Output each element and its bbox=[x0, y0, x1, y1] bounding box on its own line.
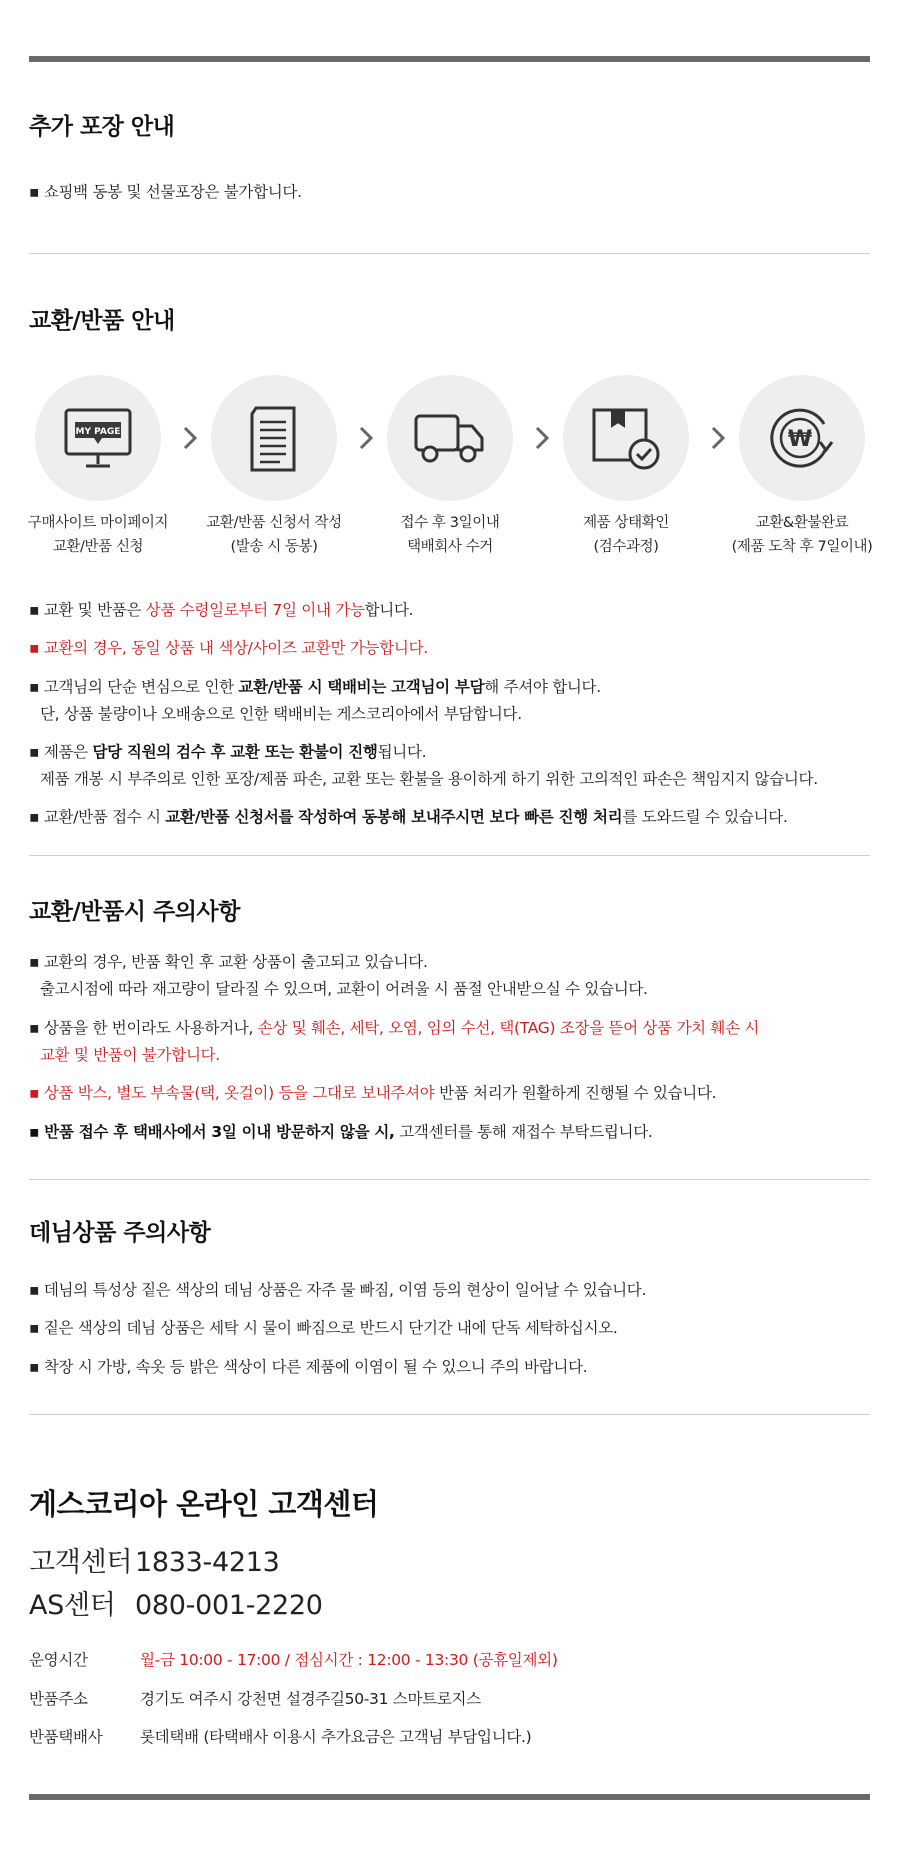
step-1-line1: 구매사이트 마이페이지 bbox=[27, 515, 169, 531]
step-1-line2: 교환/반품 신청 bbox=[52, 539, 144, 555]
as-center-phone[interactable]: 080-001-2220 bbox=[135, 1590, 323, 1621]
caution-note-1: ▪ 교환의 경우, 반품 확인 후 교환 상품이 출고되고 있습니다. bbox=[29, 953, 428, 971]
exchange-note-5: ▪ 교환/반품 접수 시 교환/반품 신청서를 작성하여 동봉해 보내주시면 보다 빠른 진행 처리를 도와드릴 수 있습니다. bbox=[29, 808, 788, 826]
section-divider bbox=[29, 253, 870, 254]
caution-note-3: ▪ 상품 박스, 별도 부속물(택, 옷걸이) 등을 그대로 보내주셔야 반품 처리가 원활하게 진행될 수 있습니다. bbox=[29, 1084, 717, 1102]
exchange-note-3-detail: 단, 상품 불량이나 오배송으로 인한 택배비는 게스코리아에서 부담합니다. bbox=[40, 705, 522, 723]
return-courier-value: 롯데택배 (타택배사 이용시 추가요금은 고객님 부담입니다.) bbox=[140, 1728, 532, 1746]
step-circle bbox=[211, 375, 337, 501]
as-center-phone-row bbox=[29, 1583, 323, 1622]
won-refund-icon bbox=[764, 400, 840, 476]
caution-note-1-detail: 출고시점에 따라 재고량이 달라질 수 있으며, 교환이 어려울 시 품절 안내받으실 수 있습니다. bbox=[40, 980, 648, 998]
caution-title: 교환/반품시 주의사항 bbox=[29, 899, 240, 925]
return-address-value: 경기도 여주시 강천면 설경주길50-31 스마트로지스 bbox=[140, 1690, 481, 1708]
process-step-4 bbox=[541, 375, 711, 559]
exchange-note-4: ▪ 제품은 담당 직원의 검수 후 교환 또는 환불이 진행됩니다. bbox=[29, 743, 427, 761]
step-4-line2: (검수과정) bbox=[593, 539, 659, 555]
customer-center-phone-row bbox=[29, 1540, 279, 1579]
svg-text:₩: ₩ bbox=[787, 427, 813, 452]
exchange-note-3: ▪ 고객님의 단순 변심으로 인한 교환/반품 시 택배비는 고객님이 부담해 주셔야 합니다. bbox=[29, 678, 601, 696]
exchange-note-4-detail: 제품 개봉 시 부주의로 인한 포장/제품 파손, 교환 또는 환불을 용이하게 하기 위한 고의적인 파손은 책임지지 않습니다. bbox=[40, 770, 818, 788]
denim-note-1: ▪ 데님의 특성상 짙은 색상의 데님 상품은 자주 물 빠짐, 이염 등의 현상이 일어날 수 있습니다. bbox=[29, 1281, 647, 1299]
as-center-label: AS센터 bbox=[29, 1590, 116, 1621]
denim-title: 데님상품 주의사항 bbox=[29, 1220, 211, 1246]
exchange-title: 교환/반품 안내 bbox=[29, 308, 175, 334]
process-step-3 bbox=[365, 375, 535, 559]
step-2-line2: (발송 시 동봉) bbox=[230, 539, 318, 555]
exchange-note-1: ▪ 교환 및 반품은 상품 수령일로부터 7일 이내 가능합니다. bbox=[29, 601, 414, 619]
customer-center-title: 게스코리아 온라인 고객센터 bbox=[29, 1487, 379, 1521]
step-circle bbox=[739, 375, 865, 501]
step-2-line1: 교환/반품 신청서 작성 bbox=[206, 515, 342, 531]
step-circle bbox=[35, 375, 161, 501]
box-check-icon bbox=[588, 400, 664, 476]
step-5-line1: 교환&환불완료 bbox=[755, 515, 849, 531]
document-icon bbox=[236, 400, 312, 476]
return-address-label: 반품주소 bbox=[29, 1690, 88, 1708]
packaging-note: ▪ 쇼핑백 동봉 및 선물포장은 불가합니다. bbox=[29, 183, 302, 201]
caution-note-2-detail: 교환 및 반품이 불가합니다. bbox=[40, 1046, 220, 1064]
monitor-mypage-icon bbox=[60, 400, 136, 476]
packaging-title: 추가 포장 안내 bbox=[29, 114, 175, 140]
section-divider bbox=[29, 1414, 870, 1415]
process-step-2 bbox=[189, 375, 359, 559]
return-address-row bbox=[29, 1687, 481, 1709]
process-step-5 bbox=[717, 375, 887, 559]
operating-hours-row bbox=[29, 1648, 558, 1670]
denim-note-3: ▪ 착장 시 가방, 속옷 등 밝은 색상이 다른 제품에 이염이 될 수 있으니 주의 바랍니다. bbox=[29, 1358, 588, 1376]
exchange-note-2: ▪ 교환의 경우, 동일 상품 내 색상/사이즈 교환만 가능합니다. bbox=[29, 639, 428, 657]
top-divider bbox=[29, 56, 870, 62]
step-5-line2: (제품 도착 후 7일이내) bbox=[731, 539, 873, 555]
delivery-truck-icon bbox=[412, 400, 488, 476]
section-divider bbox=[29, 1179, 870, 1180]
caution-note-4: ▪ 반품 접수 후 택배사에서 3일 이내 방문하지 않을 시, 고객센터를 통해 재접수 부탁드립니다. bbox=[29, 1123, 653, 1141]
step-circle bbox=[563, 375, 689, 501]
step-3-line1: 접수 후 3일이내 bbox=[400, 515, 500, 531]
customer-center-label: 고객센터 bbox=[29, 1547, 133, 1578]
bottom-divider bbox=[29, 1794, 870, 1800]
return-courier-label: 반품택배사 bbox=[29, 1728, 103, 1746]
section-divider bbox=[29, 855, 870, 856]
step-3-line2: 택배회사 수거 bbox=[407, 539, 493, 555]
denim-note-2: ▪ 짙은 색상의 데님 상품은 세탁 시 물이 빠짐으로 반드시 단기간 내에 단독 세탁하십시오. bbox=[29, 1319, 618, 1337]
process-step-1 bbox=[13, 375, 183, 559]
operating-hours-value: 월-금 10:00 - 17:00 / 점심시간 : 12:00 - 13:30 (공휴일제외) bbox=[140, 1651, 558, 1669]
caution-note-2: ▪ 상품을 한 번이라도 사용하거나, 손상 및 훼손, 세탁, 오염, 임의 수선, 택(TAG) 조장을 뜯어 상품 가치 훼손 시 bbox=[29, 1019, 760, 1037]
return-courier-row bbox=[29, 1725, 531, 1747]
operating-hours-label: 운영시간 bbox=[29, 1651, 88, 1669]
step-4-line1: 제품 상태확인 bbox=[583, 515, 669, 531]
customer-center-phone[interactable]: 1833-4213 bbox=[135, 1547, 280, 1578]
svg-text:MY PAGE: MY PAGE bbox=[75, 427, 121, 437]
step-circle bbox=[387, 375, 513, 501]
